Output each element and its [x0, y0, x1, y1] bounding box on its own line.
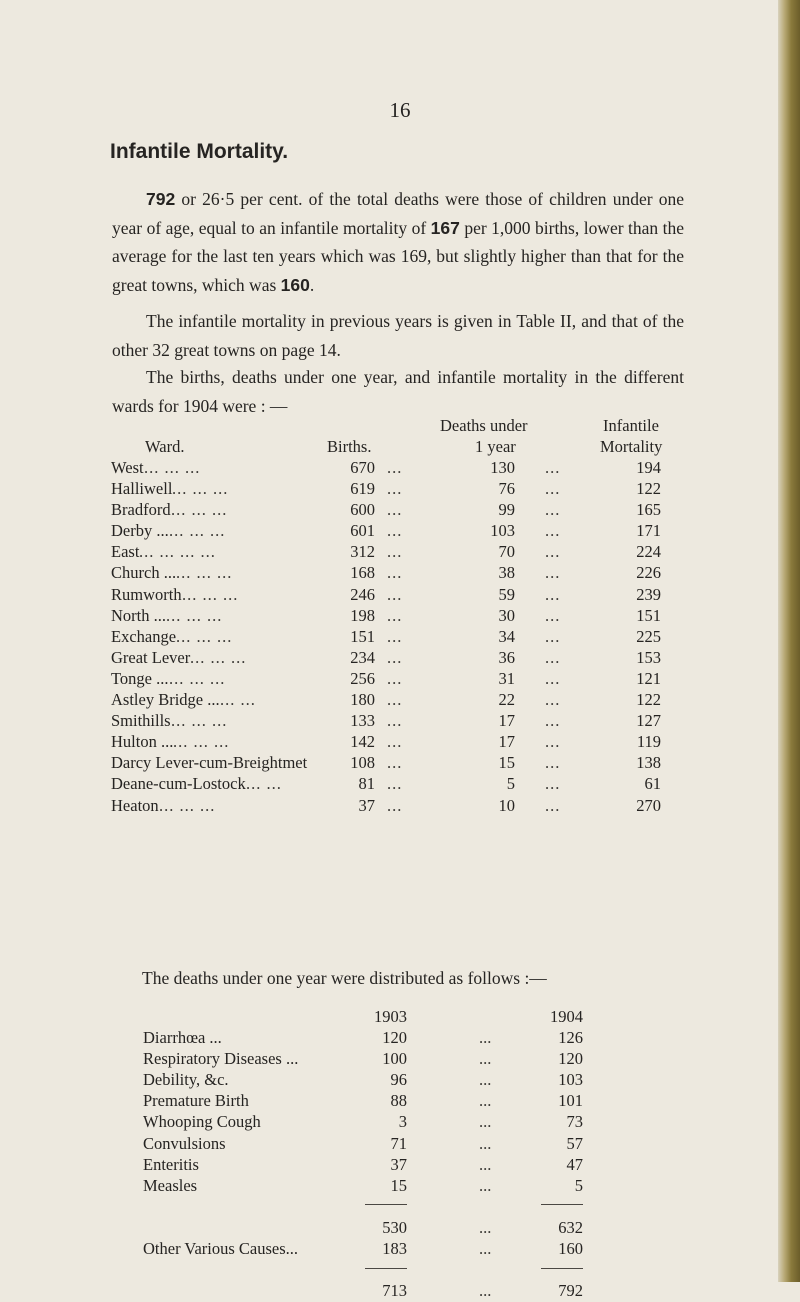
cause-name: Enteritis	[143, 1154, 199, 1174]
infantile-mortality-rate: 167	[430, 217, 460, 238]
total-rule-1904	[541, 1268, 583, 1269]
ward-dots-2: ...	[545, 521, 561, 541]
cause-1903: 100	[382, 1049, 407, 1069]
ward-births: 180	[350, 690, 375, 710]
ward-rate: 171	[636, 521, 661, 541]
ward-dots-1: ...	[387, 584, 403, 604]
cause-1904: 120	[558, 1049, 583, 1069]
total-dots: ...	[479, 1281, 492, 1300]
ward-dots-2: ...	[545, 458, 561, 477]
cause-name: Measles	[143, 1175, 198, 1195]
cause-dots: ...	[479, 1028, 492, 1048]
ward-leader-dots: ... ... ...	[171, 500, 228, 520]
ward-dots-2: ...	[545, 647, 561, 667]
paragraph-wards-intro-text: The births, deaths under one year, and infantile mortality in the different wards for 1904 were : —	[112, 367, 684, 416]
ward-deaths: 59	[498, 584, 515, 604]
ward-dots-1: ...	[387, 605, 403, 625]
ward-rate: 225	[636, 626, 661, 646]
ward-dots-2: ...	[545, 774, 561, 794]
paragraph-previous-years-text: The infantile mortality in previous years is given in Table II, and that of the other 32 great towns on page 14.	[112, 311, 684, 360]
cause-name: Debility, &c.	[143, 1070, 229, 1090]
ward-deaths: 31	[498, 668, 515, 688]
ward-name: Heaton	[111, 795, 159, 815]
cause-table-body	[143, 1028, 583, 1197]
paragraph-summary-text-c: .	[309, 274, 315, 295]
ward-births: 246	[350, 584, 375, 604]
cause-row	[143, 1049, 583, 1070]
ward-dots-1: ...	[387, 647, 403, 667]
ward-leader-dots: ... ... ...	[169, 521, 226, 541]
ward-name: Rumworth	[111, 584, 182, 604]
ward-row	[111, 648, 691, 669]
cause-dots: ...	[479, 1112, 492, 1132]
ward-deaths: 36	[498, 647, 515, 667]
header-rate-line1: Infantile	[603, 416, 659, 435]
ward-dots-1: ...	[387, 458, 403, 477]
cause-dots: ...	[479, 1154, 492, 1174]
ward-leader-dots: ... ...	[220, 690, 256, 710]
ward-deaths: 17	[498, 732, 515, 752]
cause-row	[143, 1070, 583, 1091]
cause-1903: 96	[390, 1070, 407, 1090]
ward-row	[111, 690, 691, 711]
ward-row	[111, 500, 691, 521]
header-rate-line2: Mortality	[600, 437, 663, 456]
header-year-1903: 1903	[374, 1007, 407, 1026]
ward-table-body	[111, 458, 691, 817]
cause-name: Respiratory Diseases ...	[143, 1049, 299, 1069]
cause-1904: 47	[566, 1154, 583, 1174]
ward-leader-dots: ... ... ...	[171, 711, 228, 731]
ward-row	[111, 796, 691, 817]
infant-deaths-count: 792	[146, 189, 176, 209]
ward-rate: 270	[636, 795, 661, 815]
ward-dots-1: ...	[387, 626, 403, 646]
cause-name: Diarrhœa ...	[143, 1028, 222, 1048]
ward-deaths: 38	[498, 563, 515, 583]
ward-leader-dots: ... ... ...	[169, 668, 226, 688]
cause-1903: 37	[390, 1154, 407, 1174]
ward-rate: 226	[636, 563, 661, 583]
ward-dots-2: ...	[545, 500, 561, 520]
ward-births: 600	[350, 500, 375, 520]
ward-deaths: 17	[498, 711, 515, 731]
ward-rate: 165	[636, 500, 661, 520]
ward-deaths: 22	[498, 690, 515, 710]
ward-name: Bradford	[111, 500, 171, 520]
ward-dots-2: ...	[545, 563, 561, 583]
ward-births: 619	[350, 479, 375, 499]
ward-births: 312	[350, 542, 375, 562]
ward-dots-2: ...	[545, 626, 561, 646]
cause-row	[143, 1155, 583, 1176]
ward-dots-1: ...	[387, 732, 403, 752]
ward-row	[111, 711, 691, 732]
ward-deaths: 103	[490, 521, 515, 541]
ward-leader-dots: ... ... ...	[144, 458, 201, 477]
cause-1904: 73	[566, 1112, 583, 1132]
ward-dots-2: ...	[545, 690, 561, 710]
ward-rate: 153	[636, 647, 661, 667]
total-1904: 792	[558, 1281, 583, 1300]
paragraph-wards-intro	[112, 363, 684, 420]
ward-table-header	[111, 418, 691, 458]
paragraph-causes-intro: The deaths under one year were distributed as follows :—	[142, 968, 547, 988]
ward-leader-dots: ... ... ...	[190, 647, 247, 667]
ward-name: East	[111, 542, 140, 562]
ward-dots-2: ...	[545, 668, 561, 688]
ward-deaths: 10	[498, 795, 515, 815]
ward-dots-1: ...	[387, 795, 403, 815]
cause-1903: 15	[390, 1175, 407, 1195]
cause-1904: 5	[574, 1175, 583, 1195]
ward-dots-1: ...	[387, 542, 403, 562]
ward-table	[111, 418, 691, 817]
ward-rate: 61	[644, 774, 661, 794]
cause-1903: 71	[390, 1133, 407, 1153]
cause-row	[143, 1176, 583, 1197]
cause-1904: 126	[558, 1028, 583, 1048]
paragraph-previous-years	[112, 307, 684, 364]
other-causes-1903: 183	[382, 1239, 407, 1258]
cause-1904: 57	[566, 1133, 583, 1153]
page-number: 16	[389, 98, 411, 122]
ward-dots-2: ...	[545, 753, 561, 773]
header-deaths-line2: 1 year	[475, 437, 516, 456]
ward-deaths: 70	[498, 542, 515, 562]
ward-name: Astley Bridge ...	[111, 690, 220, 710]
ward-leader-dots: ... ... ...	[166, 605, 223, 625]
paragraph-summary-text-b: per 1,000 births, lower than the average for the last ten years which was 169, but slightly higher than that for the great towns, which was	[112, 217, 685, 295]
cause-1903: 3	[398, 1112, 407, 1132]
ward-leader-dots: ... ... ...	[176, 626, 233, 646]
ward-rate: 122	[636, 479, 661, 499]
cause-row	[143, 1028, 583, 1049]
cause-1903: 88	[390, 1091, 407, 1111]
ward-dots-1: ...	[387, 563, 403, 583]
ward-deaths: 15	[498, 753, 515, 773]
page-binding-edge	[778, 0, 800, 1282]
cause-row	[143, 1134, 583, 1155]
ward-dots-1: ...	[387, 774, 403, 794]
ward-row	[111, 627, 691, 648]
cause-dots: ...	[479, 1175, 492, 1195]
ward-row	[111, 585, 691, 606]
ward-births: 198	[350, 605, 375, 625]
ward-dots-1: ...	[387, 753, 403, 773]
other-causes-row	[143, 1239, 583, 1260]
paragraph-summary	[112, 185, 684, 299]
ward-name: Deane-cum-Lostock	[111, 774, 246, 794]
total-row	[143, 1281, 583, 1302]
ward-births: 601	[350, 521, 375, 541]
ward-name: Smithills	[111, 711, 171, 731]
total-1903: 713	[382, 1281, 407, 1300]
ward-row	[111, 563, 691, 584]
ward-row	[111, 669, 691, 690]
ward-name: Hulton ...	[111, 732, 174, 752]
ward-leader-dots: ... ...	[246, 774, 282, 794]
ward-name: Great Lever	[111, 647, 191, 667]
ward-dots-2: ...	[545, 479, 561, 499]
ward-dots-1: ...	[387, 668, 403, 688]
cause-name: Convulsions	[143, 1133, 226, 1153]
ward-births: 133	[350, 711, 375, 731]
ward-dots-1: ...	[387, 711, 403, 731]
ward-name: North ...	[111, 605, 166, 625]
ward-row	[111, 753, 691, 774]
ward-row	[111, 542, 691, 563]
subtotal-row	[143, 1218, 583, 1239]
ward-deaths: 34	[498, 626, 515, 646]
ward-rate: 119	[636, 732, 661, 752]
subtotal-rule-1903	[365, 1204, 407, 1205]
ward-name: Church ...	[111, 563, 177, 583]
cause-1904: 101	[558, 1091, 583, 1111]
subtotal-1903: 530	[382, 1218, 407, 1237]
ward-births: 168	[350, 563, 375, 583]
ward-rate: 239	[636, 584, 661, 604]
ward-dots-2: ...	[545, 542, 561, 562]
ward-rate: 151	[636, 605, 661, 625]
ward-leader-dots: ... ... ...	[173, 732, 230, 752]
cause-1904: 103	[558, 1070, 583, 1090]
other-causes-dots: ...	[479, 1239, 492, 1258]
cause-name: Whooping Cough	[143, 1112, 261, 1132]
ward-dots-2: ...	[545, 584, 561, 604]
cause-dots: ...	[479, 1133, 492, 1153]
ward-name: Darcy Lever-cum-Breightmet	[111, 753, 308, 773]
cause-table-header	[143, 1007, 583, 1028]
ward-name: West	[111, 458, 144, 477]
ward-leader-dots: ... ... ...	[176, 563, 233, 583]
ward-rate: 224	[636, 542, 661, 562]
total-rule-1903	[365, 1268, 407, 1269]
ward-dots-2: ...	[545, 711, 561, 731]
ward-deaths: 30	[498, 605, 515, 625]
ward-dots-2: ...	[545, 795, 561, 815]
other-causes-label: Other Various Causes...	[143, 1239, 299, 1258]
ward-dots-1: ...	[387, 690, 403, 710]
ward-deaths: 99	[498, 500, 515, 520]
cause-row	[143, 1091, 583, 1112]
header-deaths-line1: Deaths under	[440, 416, 528, 435]
cause-dots: ...	[479, 1049, 492, 1069]
ward-name: Halliwell	[111, 479, 173, 499]
subtotal-dots: ...	[479, 1218, 492, 1237]
ward-row	[111, 774, 691, 795]
header-ward: Ward.	[145, 437, 185, 456]
ward-leader-dots: ... ... ...	[172, 479, 229, 499]
ward-births: 81	[358, 774, 375, 794]
ward-rate: 194	[636, 458, 661, 477]
header-births: Births.	[327, 437, 372, 456]
header-year-1904: 1904	[550, 1007, 583, 1026]
ward-rate: 127	[636, 711, 661, 731]
ward-dots-2: ...	[545, 605, 561, 625]
ward-dots-1: ...	[387, 479, 403, 499]
cause-table	[143, 1007, 583, 1300]
ward-name: Tonge ...	[111, 668, 169, 688]
ward-births: 670	[350, 458, 375, 477]
ward-deaths: 130	[490, 458, 515, 477]
ward-births: 108	[350, 753, 375, 773]
ward-row	[111, 606, 691, 627]
cause-dots: ...	[479, 1070, 492, 1090]
ward-births: 234	[350, 647, 375, 667]
section-heading: Infantile Mortality.	[110, 140, 289, 163]
ward-births: 37	[358, 795, 375, 815]
cause-row	[143, 1112, 583, 1133]
ward-rate: 138	[636, 753, 661, 773]
cause-1903: 120	[382, 1028, 407, 1048]
ward-rate: 121	[636, 668, 661, 688]
ward-dots-2: ...	[545, 732, 561, 752]
paragraph-summary-text-a: or 26·5 per cent. of the total deaths were those of children under one year of age, equal to an infantile mortality of	[112, 189, 684, 238]
subtotal-1904: 632	[558, 1218, 583, 1237]
cause-dots: ...	[479, 1091, 492, 1111]
ward-row	[111, 521, 691, 542]
ward-deaths: 5	[506, 774, 515, 794]
ward-births: 256	[350, 668, 375, 688]
subtotal-rule-1904	[541, 1204, 583, 1205]
ward-leader-dots: ... ... ...	[159, 795, 216, 815]
ward-rate: 122	[636, 690, 661, 710]
ward-name: Exchange	[111, 626, 177, 646]
cause-name: Premature Birth	[143, 1091, 249, 1111]
ward-row	[111, 458, 691, 479]
ward-births: 142	[350, 732, 375, 752]
ward-row	[111, 479, 691, 500]
ward-dots-1: ...	[387, 500, 403, 520]
other-causes-1904: 160	[558, 1239, 583, 1258]
ward-dots-1: ...	[387, 521, 403, 541]
ward-row	[111, 732, 691, 753]
ward-births: 151	[350, 626, 375, 646]
ward-leader-dots: ... ... ... ...	[139, 542, 216, 562]
ward-deaths: 76	[498, 479, 515, 499]
ward-name: Derby ...	[111, 521, 169, 541]
ward-leader-dots: ... ... ...	[182, 584, 239, 604]
great-towns-rate: 160	[280, 274, 310, 295]
